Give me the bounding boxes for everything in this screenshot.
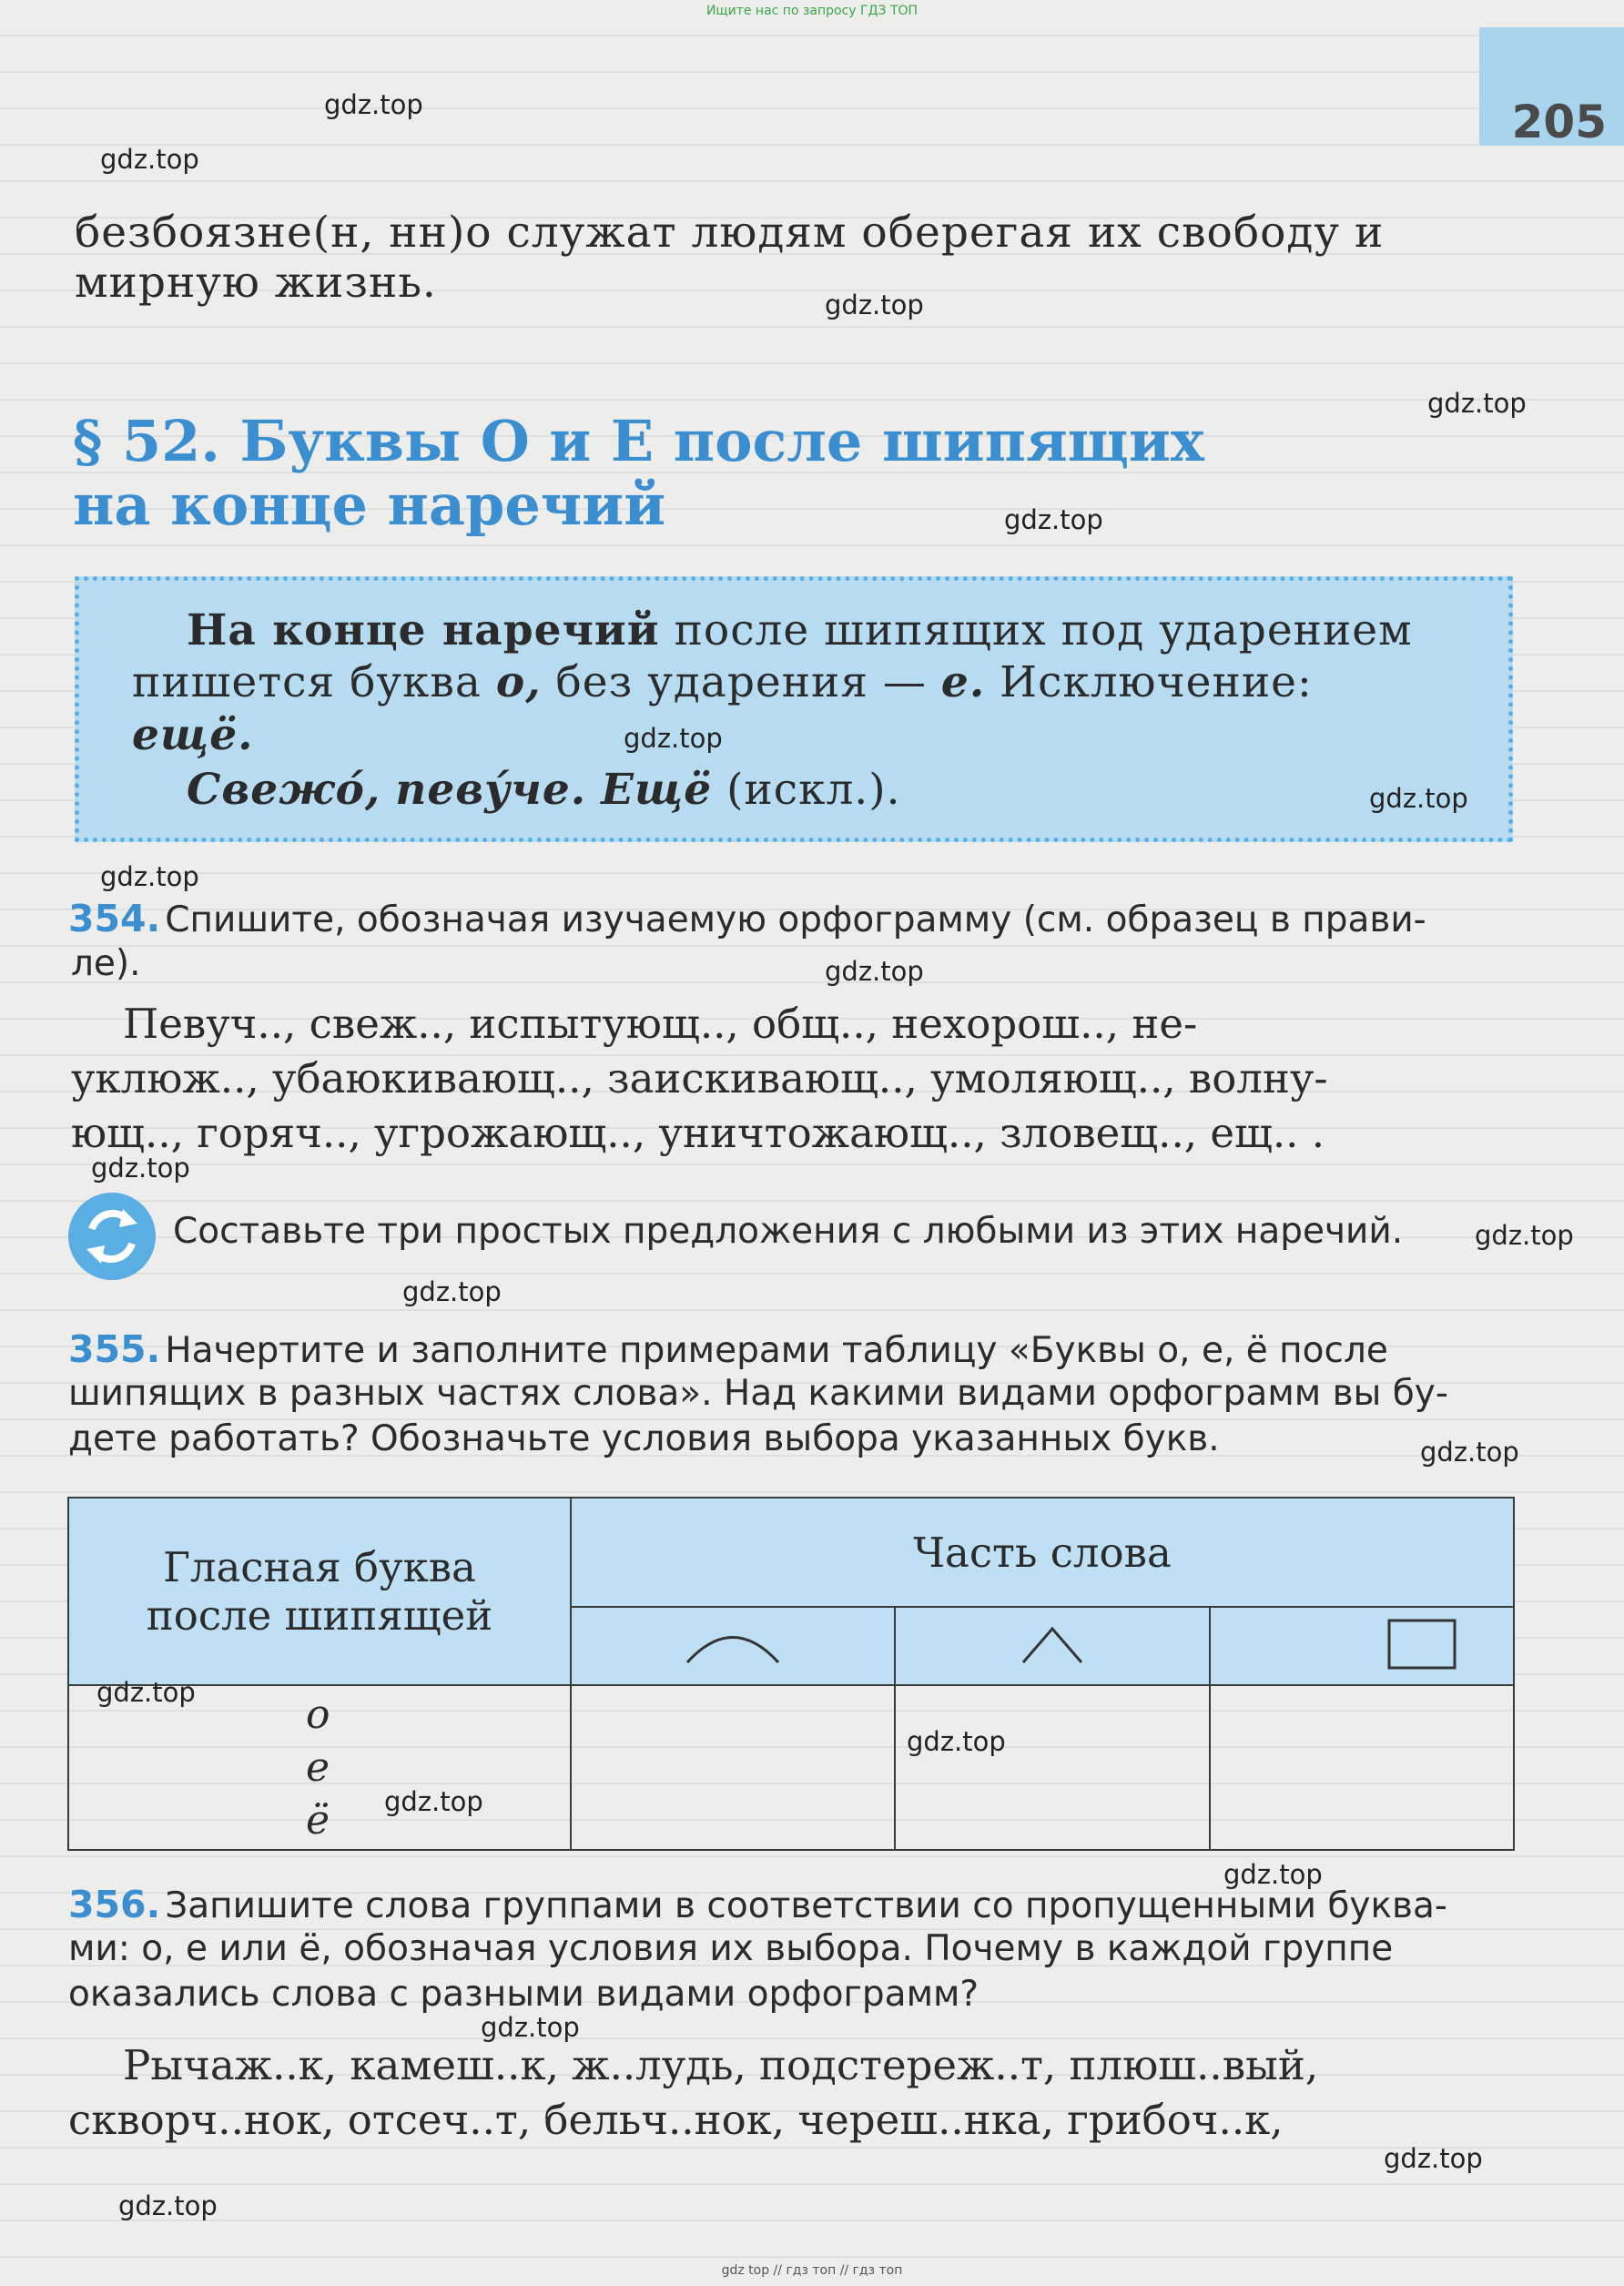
watermark: gdz.top (1369, 783, 1468, 814)
rule-example-3: Ещё (601, 765, 713, 815)
suffix-caret-icon (1016, 1621, 1089, 1667)
vowel-table (67, 1497, 1515, 1851)
table-vowel-e: е (306, 1743, 330, 1791)
table-vowels-cell (68, 1685, 571, 1850)
ex356-words-2: скворч..нок, отсеч..т, бельч..нок, череш..нка, грибоч..к, (68, 2096, 1284, 2144)
ex354-words-2: уклюж.., убаюкивающ.., заискивающ.., умоляющ.., волну- (71, 1054, 1328, 1102)
watermark: gdz.top (100, 861, 199, 892)
rule-line-2 (132, 657, 1313, 707)
ex354-words-3: ющ.., горяч.., угрожающ.., уничтожающ.., зловещ.., ещ.. . (71, 1109, 1325, 1157)
rule-line-1-rest: после шипящих под ударением (674, 605, 1413, 655)
table-vowel-o: о (306, 1691, 330, 1738)
rule-bold-phrase: На конце наречий (187, 605, 660, 655)
ex354-text-1: Спишите, обозначая изучаемую орфограмму (см. образец в прави- (165, 899, 1426, 940)
table-empty-ending (1210, 1685, 1514, 1850)
ex356-text-2: ми: о, е или ё, обозначая условия их выбора. Почему в каждой группе (68, 1928, 1394, 1969)
rule-line-1 (187, 605, 1413, 655)
ex355-text-3: дете работать? Обозначьте условия выбора указанных букв. (68, 1418, 1220, 1459)
cycle-arrows-icon (68, 1193, 156, 1280)
table-vowel-yo: ё (306, 1796, 330, 1844)
ex356-words-1: Рычаж..к, камеш..к, ж..лудь, подстереж..т, плюш..вый, (123, 2041, 1319, 2089)
page-number: 205 (1511, 96, 1607, 148)
watermark: gdz.top (100, 144, 199, 175)
table-header-word-part: Часть слова (571, 1498, 1514, 1607)
rule-exception-word: ещё. (132, 710, 254, 760)
ex355-number: 355. (68, 1327, 161, 1371)
rule-line-2-a: пишется буква (132, 657, 482, 707)
table-cell-ending-symbol (1210, 1607, 1514, 1685)
rule-letter-e: е. (940, 657, 986, 707)
intro-line-2: мирную жизнь. (75, 258, 437, 308)
table-cell-suffix-symbol (895, 1607, 1210, 1685)
section-title-line-1: § 52. Буквы О и Е после шипящих (73, 408, 1204, 474)
repeat-task-icon (68, 1193, 156, 1280)
table-empty-suffix (895, 1685, 1210, 1850)
ex354-task: Составьте три простых предложения с любыми из этих наречий. (173, 1211, 1404, 1252)
watermark: gdz.top (324, 89, 423, 120)
watermark: gdz.top (96, 1677, 196, 1708)
watermark: gdz.top (1475, 1220, 1574, 1251)
watermark: gdz.top (91, 1153, 190, 1184)
watermark: gdz.top (1384, 2143, 1483, 2174)
watermark: gdz.top (118, 2190, 218, 2221)
watermark: gdz.top (825, 956, 924, 987)
table-cell-root-symbol (571, 1607, 895, 1685)
rule-line-2-c: Исключение: (1000, 657, 1313, 707)
watermark: gdz.top (384, 1786, 483, 1817)
rule-example-1: Свежо́, (187, 765, 381, 815)
root-arc-icon (678, 1621, 787, 1667)
ex354-text-2: ле). (71, 943, 141, 984)
watermark: gdz.top (1427, 388, 1527, 419)
ex355-line-1 (68, 1327, 1388, 1371)
rule-letter-o: о, (495, 657, 542, 707)
ex356-text-1: Запишите слова группами в соответствии со пропущенными буква- (165, 1885, 1447, 1926)
watermark: gdz.top (624, 723, 723, 754)
watermark: gdz.top (402, 1276, 502, 1307)
watermark: gdz.top (1223, 1859, 1323, 1890)
ending-box-icon (1385, 1617, 1458, 1671)
footer: gdz top // гдз топ // гдз топ (721, 2263, 903, 2278)
rule-example-note: (искл.). (726, 765, 901, 815)
ex356-number: 356. (68, 1883, 161, 1926)
rule-example-2: певу́че. (395, 765, 587, 815)
ex355-text-1: Начертите и заполните примерами таблицу «Буквы о, е, ё после (165, 1330, 1388, 1371)
rule-examples (187, 765, 901, 815)
watermark: gdz.top (907, 1726, 1006, 1757)
ex355-text-2: шипящих в разных частях слова». Над какими видами орфограмм вы бу- (68, 1373, 1448, 1414)
ex354-words-1: Певуч.., свеж.., испытующ.., общ.., нехорош.., не- (123, 1000, 1198, 1048)
section-title-line-2: на конце наречий (73, 472, 666, 538)
watermark: gdz.top (825, 290, 924, 320)
ex354-number: 354. (68, 897, 161, 940)
table-empty-root (571, 1685, 895, 1850)
watermark: gdz.top (1004, 504, 1103, 535)
top-banner: Ищите нас по запросу ГДЗ ТОП (705, 4, 919, 18)
watermark: gdz.top (1420, 1437, 1519, 1468)
watermark: gdz.top (481, 2012, 580, 2043)
rule-line-2-b: без ударения — (555, 657, 927, 707)
intro-line-1: безбоязне(н, нн)о служат людям оберегая их свободу и (75, 208, 1385, 258)
rule-line-3 (132, 710, 253, 760)
table-header-vowel-line-1: Гласная буква (163, 1543, 476, 1591)
ex356-text-3: оказались слова с разными видами орфограмм? (68, 1974, 979, 2015)
table-header-vowel (68, 1498, 571, 1685)
ex354-line-1 (68, 897, 1426, 940)
table-header-vowel-line-2: после шипящей (146, 1591, 493, 1640)
